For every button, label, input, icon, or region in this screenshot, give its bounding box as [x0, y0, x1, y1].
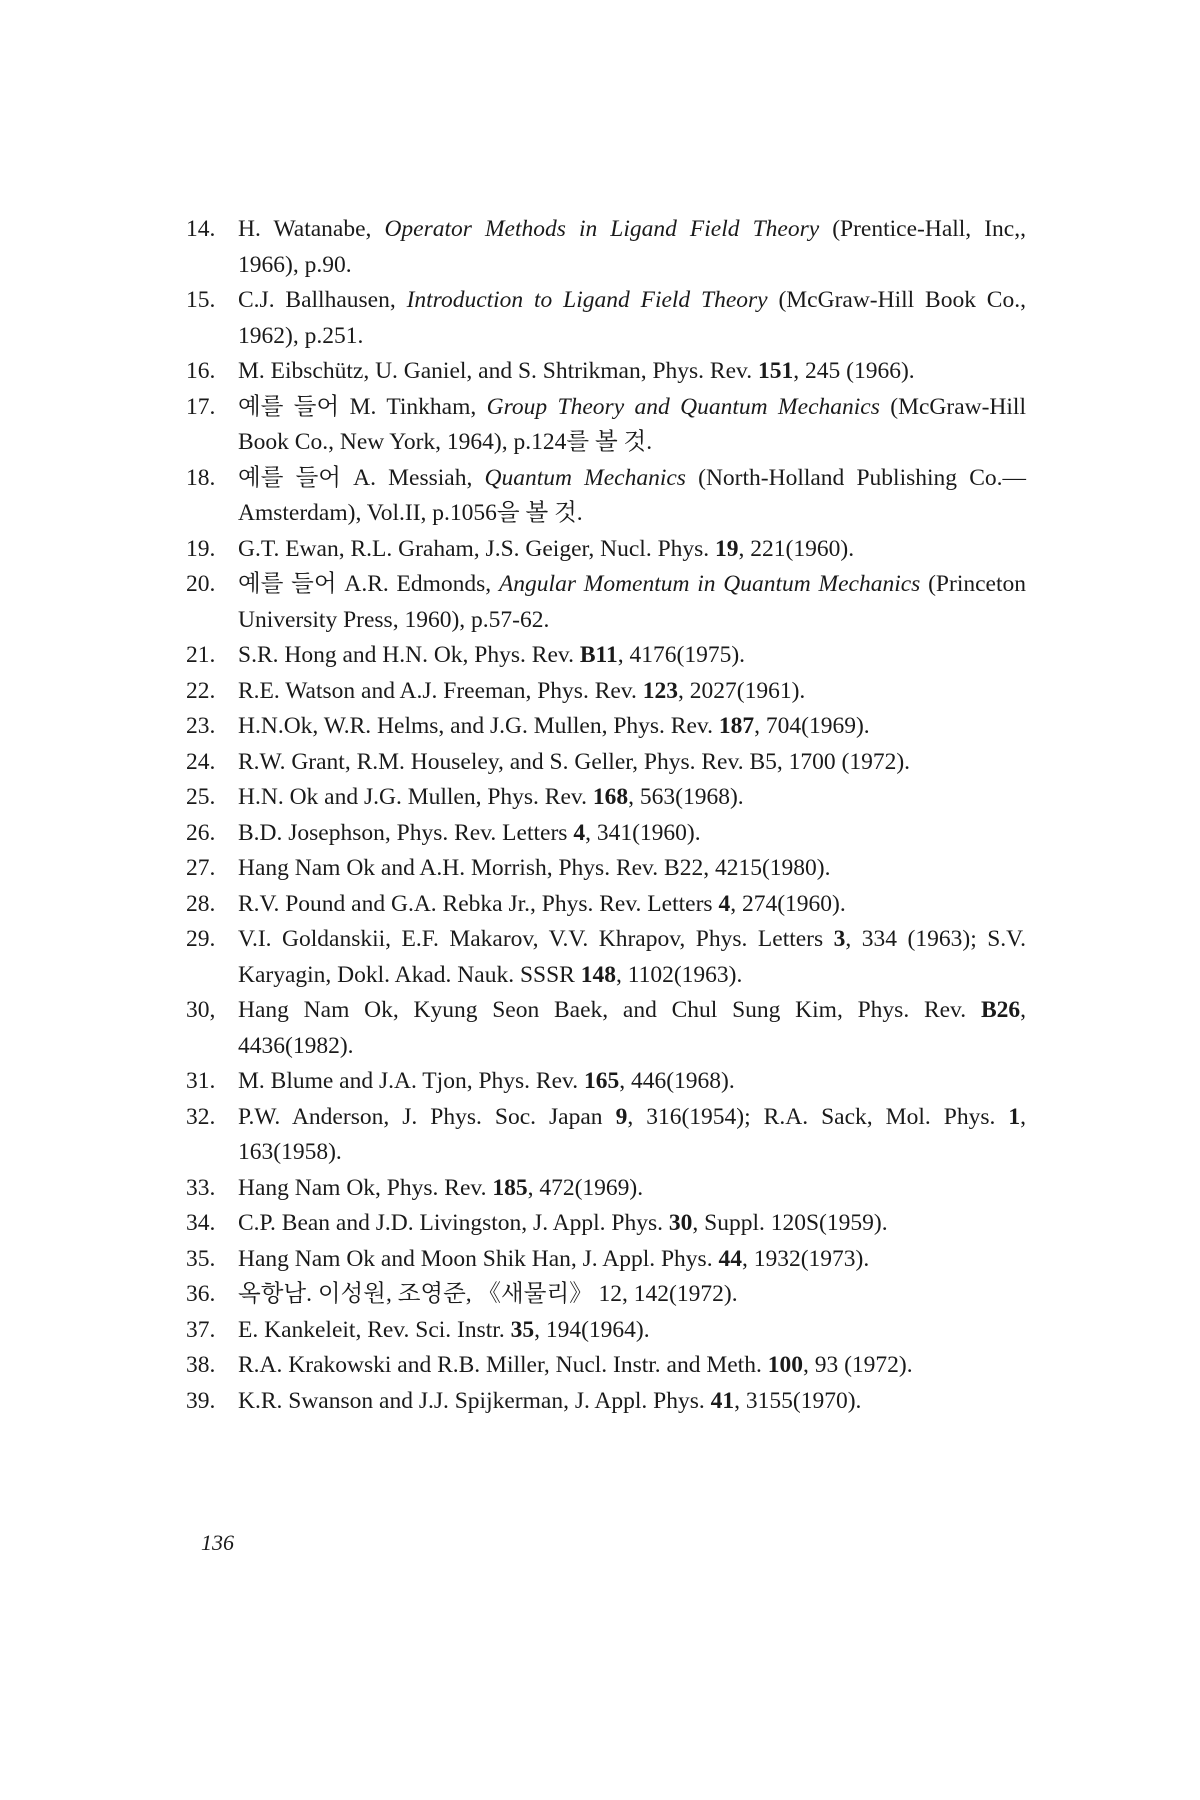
reference-segment: (Prentice-Hall, Inc,, 1966), p.90.	[238, 216, 1026, 278]
reference-volume: 9	[615, 1103, 628, 1130]
reference-segment: , 1102(1963).	[615, 961, 743, 988]
reference-item	[186, 993, 1026, 1064]
reference-segment: Hang Nam Ok, Phys. Rev.	[238, 1174, 493, 1201]
reference-volume: 151	[758, 358, 794, 384]
reference-volume: 1	[1008, 1103, 1021, 1130]
reference-number: 31.	[186, 1068, 216, 1094]
reference-segment: Hang Nam Ok, Kyung Seon Baek, and Chul Sung Kim, Phys. Rev.	[238, 997, 981, 1023]
reference-text	[238, 283, 1026, 354]
reference-item	[186, 354, 1026, 390]
reference-segment: 옥항남. 이성원, 조영준, 《새물리》 12, 142(1972).	[238, 1281, 738, 1307]
reference-item	[186, 922, 1026, 993]
reference-number: 22.	[186, 677, 216, 704]
reference-volume: B11	[579, 642, 618, 668]
reference-number: 18.	[186, 464, 216, 491]
reference-volume: 30	[668, 1210, 693, 1236]
reference-segment: (North-Holland Publishing Co.—Amsterdam), Vol.II, p.1056을 볼 것.	[238, 464, 1026, 526]
reference-text	[238, 780, 1026, 816]
reference-segment: , Suppl. 120S(1959).	[692, 1210, 888, 1236]
reference-number: 28.	[186, 890, 216, 917]
reference-segment: , 2027(1961).	[678, 677, 806, 704]
reference-segment: C.J. Ballhausen,	[238, 287, 407, 313]
reference-segment: , 93 (1972).	[802, 1352, 913, 1378]
reference-number: 35.	[186, 1245, 216, 1272]
reference-segment: 예를 들어 M. Tinkham,	[238, 393, 487, 420]
reference-item	[186, 1313, 1026, 1349]
reference-number: 20.	[186, 571, 216, 597]
reference-number: 15.	[186, 287, 216, 313]
reference-number: 36.	[186, 1281, 216, 1307]
reference-segment: M. Eibschütz, U. Ganiel, and S. Shtrikman, Phys. Rev.	[238, 358, 759, 384]
reference-text	[238, 887, 1026, 923]
reference-number: 38.	[186, 1352, 216, 1378]
reference-item	[186, 567, 1026, 638]
reference-item	[186, 638, 1026, 674]
reference-item	[186, 283, 1026, 354]
reference-item	[186, 674, 1026, 710]
reference-item	[186, 816, 1026, 852]
reference-segment: , 704(1969).	[754, 713, 870, 739]
reference-text	[238, 1348, 1026, 1384]
reference-segment: , 3155(1970).	[734, 1387, 862, 1414]
reference-volume: 4	[718, 890, 731, 917]
reference-segment: R.E. Watson and A.J. Freeman, Phys. Rev.	[238, 677, 643, 704]
reference-number: 34.	[186, 1210, 216, 1236]
reference-text	[238, 1206, 1026, 1242]
reference-text	[238, 1100, 1026, 1171]
reference-segment: E. Kankeleit, Rev. Sci. Instr.	[238, 1316, 511, 1343]
reference-segment: 예를 들어 A.R. Edmonds,	[238, 571, 499, 597]
reference-text	[238, 461, 1026, 532]
reference-number: 25.	[186, 784, 216, 810]
reference-segment: R.A. Krakowski and R.B. Miller, Nucl. Instr. and Meth.	[238, 1352, 768, 1378]
reference-item	[186, 1206, 1026, 1242]
reference-item	[186, 1348, 1026, 1384]
reference-number: 30,	[186, 997, 216, 1023]
reference-segment: R.V. Pound and G.A. Rebka Jr., Phys. Rev. Letters	[238, 890, 719, 917]
reference-segment: , 274(1960).	[730, 890, 846, 917]
reference-volume: 44	[718, 1245, 742, 1272]
reference-number: 29.	[186, 926, 216, 952]
reference-segment: , 334 (1963); S.V. Karyagin, Dokl. Akad. Nauk. SSSR	[238, 926, 1026, 988]
reference-title: Angular Momentum in Quantum Mechanics	[498, 571, 921, 597]
reference-text	[238, 1384, 1026, 1420]
reference-number: 24.	[186, 748, 216, 775]
reference-title: Group Theory and Quantum Mechanics	[486, 393, 880, 420]
reference-number: 19.	[186, 535, 216, 562]
reference-text	[238, 532, 1026, 568]
reference-segment: , 563(1968).	[628, 784, 744, 810]
reference-item	[186, 532, 1026, 568]
reference-segment: 예를 들어 A. Messiah,	[238, 464, 485, 491]
reference-segment: , 163(1958).	[238, 1103, 1026, 1165]
reference-number: 39.	[186, 1387, 216, 1414]
reference-text	[238, 1277, 1026, 1313]
reference-text	[238, 851, 1026, 887]
reference-number: 33.	[186, 1174, 216, 1201]
reference-segment: , 316(1954); R.A. Sack, Mol. Phys.	[627, 1103, 1009, 1130]
reference-number: 17.	[186, 393, 216, 420]
reference-text	[238, 567, 1026, 638]
reference-segment: , 472(1969).	[527, 1174, 644, 1201]
reference-segment: , 446(1968).	[619, 1068, 735, 1094]
reference-segment: G.T. Ewan, R.L. Graham, J.S. Geiger, Nucl. Phys.	[238, 535, 716, 562]
reference-volume: 41	[710, 1387, 735, 1414]
reference-volume: 168	[592, 784, 629, 810]
reference-volume: 123	[642, 677, 679, 704]
reference-item	[186, 887, 1026, 923]
reference-segment: Hang Nam Ok and Moon Shik Han, J. Appl. Phys.	[238, 1245, 719, 1272]
reference-item	[186, 212, 1026, 283]
reference-item	[186, 1100, 1026, 1171]
reference-segment: H.N.Ok, W.R. Helms, and J.G. Mullen, Phys. Rev.	[238, 713, 719, 739]
reference-text	[238, 745, 1026, 781]
reference-segment: B.D. Josephson, Phys. Rev. Letters	[238, 819, 574, 846]
reference-segment: V.I. Goldanskii, E.F. Makarov, V.V. Khrapov, Phys. Letters	[238, 926, 834, 952]
reference-item	[186, 709, 1026, 745]
reference-segment: R.W. Grant, R.M. Houseley, and S. Geller, Phys. Rev. B5, 1700 (1972).	[238, 748, 911, 775]
reference-volume: 148	[580, 961, 616, 988]
reference-text	[238, 212, 1026, 283]
reference-volume: 19	[715, 535, 739, 562]
reference-text	[238, 390, 1026, 461]
reference-text	[238, 1064, 1026, 1100]
reference-item	[186, 1064, 1026, 1100]
reference-number: 16.	[186, 358, 216, 384]
reference-segment: H. Watanabe,	[238, 216, 385, 242]
reference-item	[186, 851, 1026, 887]
reference-title: Quantum Mechanics	[484, 464, 686, 491]
reference-segment: (McGraw-Hill Book Co., 1962), p.251.	[238, 287, 1026, 349]
reference-segment: K.R. Swanson and J.J. Spijkerman, J. Appl. Phys.	[238, 1387, 711, 1414]
reference-volume: B26	[980, 997, 1021, 1023]
reference-number: 21.	[186, 642, 216, 668]
reference-number: 26.	[186, 819, 216, 846]
reference-volume: 165	[583, 1068, 620, 1094]
reference-text	[238, 922, 1026, 993]
reference-item	[186, 390, 1026, 461]
reference-segment: , 245 (1966).	[793, 358, 915, 384]
reference-segment: , 194(1964).	[534, 1316, 650, 1343]
reference-text	[238, 674, 1026, 710]
reference-text	[238, 1313, 1026, 1349]
reference-item	[186, 745, 1026, 781]
reference-segment: M. Blume and J.A. Tjon, Phys. Rev.	[238, 1068, 584, 1094]
reference-text	[238, 709, 1026, 745]
reference-item	[186, 461, 1026, 532]
reference-text	[238, 638, 1026, 674]
reference-volume: 35	[510, 1316, 535, 1343]
reference-text	[238, 993, 1026, 1064]
reference-segment: P.W. Anderson, J. Phys. Soc. Japan	[238, 1103, 616, 1130]
reference-segment: , 4176(1975).	[617, 642, 746, 668]
reference-volume: 187	[718, 713, 755, 739]
reference-segment: , 341(1960).	[585, 819, 701, 846]
reference-segment: , 1932(1973).	[741, 1245, 870, 1272]
reference-item	[186, 780, 1026, 816]
reference-number: 37.	[186, 1316, 216, 1343]
reference-number: 27.	[186, 855, 216, 881]
reference-item	[186, 1384, 1026, 1420]
reference-segment: C.P. Bean and J.D. Livingston, J. Appl. Phys.	[238, 1210, 669, 1236]
reference-segment: (Princeton University Press, 1960), p.57-62.	[238, 571, 1026, 633]
reference-number: 23.	[186, 713, 216, 739]
reference-text	[238, 816, 1026, 852]
reference-title: Operator Methods in Ligand Field Theory	[384, 216, 820, 242]
reference-list	[186, 212, 1026, 1419]
reference-segment: H.N. Ok and J.G. Mullen, Phys. Rev.	[238, 784, 593, 810]
reference-segment: , 4436(1982).	[238, 997, 1026, 1059]
reference-item	[186, 1171, 1026, 1207]
reference-number: 32.	[186, 1103, 216, 1130]
reference-segment: , 221(1960).	[738, 535, 855, 562]
reference-text	[238, 1242, 1026, 1278]
reference-item	[186, 1242, 1026, 1278]
reference-volume: 3	[833, 926, 846, 952]
reference-text	[238, 354, 1026, 390]
reference-segment: S.R. Hong and H.N. Ok, Phys. Rev.	[238, 642, 580, 668]
reference-segment: Hang Nam Ok and A.H. Morrish, Phys. Rev. B22, 4215(1980).	[238, 855, 831, 881]
reference-volume: 4	[573, 819, 586, 846]
reference-volume: 100	[767, 1352, 803, 1378]
reference-number: 14.	[186, 216, 216, 242]
page-number: 136	[201, 1530, 234, 1555]
reference-volume: 185	[492, 1174, 528, 1201]
reference-title: Introduction to Ligand Field Theory	[406, 287, 768, 313]
reference-item	[186, 1277, 1026, 1313]
reference-segment: (McGraw-Hill Book Co., New York, 1964), p.124를 볼 것.	[238, 393, 1026, 455]
reference-text	[238, 1171, 1026, 1207]
